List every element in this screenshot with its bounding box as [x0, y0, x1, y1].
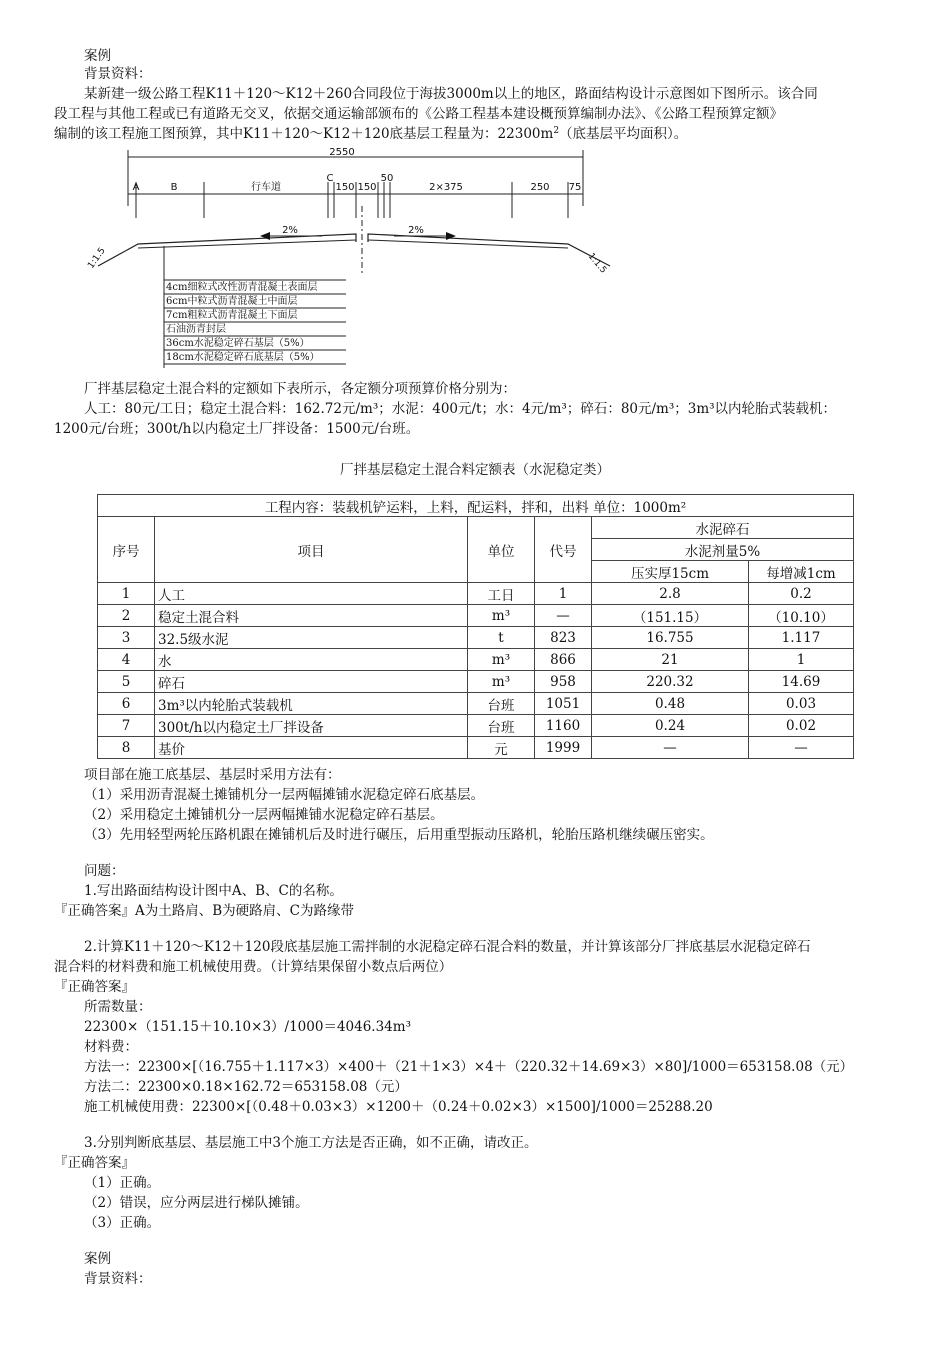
cell-seq: 7	[98, 715, 155, 737]
case-2-background-label: 背景资料：	[84, 1271, 152, 1287]
cell-col-b: 0.02	[749, 715, 854, 737]
cell-item: 3m³以内轮胎式装载机	[155, 693, 468, 715]
cell-col-a: 16.755	[592, 627, 749, 649]
answer-3-3: （3）正确。	[84, 1215, 161, 1231]
cell-col-a: （151.15）	[592, 605, 749, 627]
layer-1: 4cm细粒式改性沥青混凝土表面层	[166, 282, 318, 293]
cell-col-b: —	[749, 737, 854, 759]
quota-table	[97, 494, 854, 759]
answer-1: 『正确答案』A为土路肩、B为硬路肩、C为路缘带	[54, 903, 354, 919]
cell-unit: 台班	[468, 693, 535, 715]
layer-3: 7cm粗粒式沥青混凝土下面层	[166, 310, 298, 321]
cell-code: 823	[535, 627, 592, 649]
cell-unit: 工日	[468, 583, 535, 605]
dim-75: 75	[568, 182, 582, 193]
dim-150-a: 150	[335, 182, 355, 193]
table-row	[98, 649, 854, 671]
cell-col-b: 0.2	[749, 583, 854, 605]
cell-unit: m³	[468, 671, 535, 693]
cell-col-a: 220.32	[592, 671, 749, 693]
table-row	[98, 693, 854, 715]
dim-c: C	[326, 173, 334, 184]
cell-code: 1999	[535, 737, 592, 759]
dim-250: 250	[530, 182, 550, 193]
cell-unit: 元	[468, 737, 535, 759]
header-col-b: 每增减1cm	[749, 561, 854, 583]
cell-item: 碎石	[155, 671, 468, 693]
price-line-2: 人工：80元/工日；稳定土混合料：162.72元/m³；水泥：400元/t；水：4元/m³；碎石：80元/m³；3m³以内轮胎式装载机：	[84, 401, 837, 417]
table-row	[98, 583, 854, 605]
cell-unit: 台班	[468, 715, 535, 737]
table-row	[98, 737, 854, 759]
dim-2x375: 2×375	[429, 182, 463, 193]
cell-seq: 5	[98, 671, 155, 693]
case-label: 案例	[84, 48, 111, 64]
methods-title: 项目部在施工底基层、基层时采用方法有：	[84, 767, 341, 783]
total-width-label: 2550	[329, 147, 355, 158]
case-2-label: 案例	[84, 1251, 111, 1267]
intro-line-2: 段工程与其他工程或已有道路无交叉，依据交通运输部颁布的《公路工程基本建设概预算编制办法》、《公路工程预算定额》	[54, 106, 783, 122]
cell-col-b: 0.03	[749, 693, 854, 715]
answer-3-2: （2）错误，应分两层进行梯队摊铺。	[84, 1195, 309, 1211]
cell-seq: 1	[98, 583, 155, 605]
price-intro: 厂拌基层稳定土混合料的定额如下表所示，各定额分项预算价格分别为：	[84, 381, 516, 397]
cell-item: 32.5级水泥	[155, 627, 468, 649]
question-3: 3.分别判断底基层、基层施工中3个施工方法是否正确，如不正确，请改正。	[84, 1135, 538, 1151]
side-slope-left: 1:1.5	[86, 246, 108, 271]
slope-left-label: 2%	[282, 225, 298, 236]
cell-col-b: （10.10）	[749, 605, 854, 627]
cell-unit: m³	[468, 605, 535, 627]
question-1: 1.写出路面结构设计图中A、B、C的名称。	[84, 883, 343, 899]
cell-item: 水	[155, 649, 468, 671]
answer-2-mat-label: 材料费：	[84, 1039, 138, 1055]
side-slope-right: 1:1.5	[585, 251, 609, 276]
method-1: （1）采用沥青混凝土摊铺机分一层两幅摊铺水泥稳定碎石底基层。	[84, 787, 485, 803]
question-2-line-2: 混合料的材料费和施工机械使用费。（计算结果保留小数点后两位）	[54, 959, 453, 975]
header-subgroup: 水泥剂量5%	[592, 539, 854, 561]
cell-code: 958	[535, 671, 592, 693]
cell-seq: 4	[98, 649, 155, 671]
cell-item: 稳定土混合料	[155, 605, 468, 627]
header-item: 项目	[155, 517, 468, 583]
intro-line-3: 编制的该工程施工图预算，其中K11＋120～K12＋120底基层工程量为：$22300m^2$（底基层平均面积）。	[54, 126, 688, 142]
cell-code: —	[535, 605, 592, 627]
intro-line-1: 某新建一级公路工程K11＋120～K12＋260合同段位于海拔3000m以上的地区，路面结构设计示意图如下图所示。该合同	[84, 86, 818, 102]
table-row	[98, 715, 854, 737]
questions-title: 问题：	[84, 863, 125, 879]
answer-2-label: 『正确答案』	[54, 979, 135, 995]
cell-col-b: 14.69	[749, 671, 854, 693]
pavement-structure-diagram	[84, 146, 624, 374]
layer-4: 石油沥青封层	[166, 324, 226, 335]
cell-col-b: 1	[749, 649, 854, 671]
background-label: 背景资料：	[84, 66, 152, 82]
cell-unit: m³	[468, 649, 535, 671]
cell-seq: 6	[98, 693, 155, 715]
cell-seq: 2	[98, 605, 155, 627]
answer-2-method-2: 方法二：22300×0.18×162.72＝653158.08（元）	[84, 1079, 408, 1095]
table-row	[98, 605, 854, 627]
cell-unit: t	[468, 627, 535, 649]
method-2: （2）采用稳定土摊铺机分一层两幅摊铺水泥稳定碎石基层。	[84, 807, 444, 823]
cell-code: 866	[535, 649, 592, 671]
answer-2-qty: 22300×（151.15＋10.10×3）/1000＝4046.34m³	[84, 1019, 411, 1035]
answer-3-1: （1）正确。	[84, 1175, 161, 1191]
slope-right-label: 2%	[408, 225, 424, 236]
cell-code: 1	[535, 583, 592, 605]
header-seq: 序号	[98, 517, 155, 583]
question-2-line-1: 2.计算K11＋120～K12＋120段底基层施工需拌制的水泥稳定碎石混合料的数量，并计算该部分厂拌底基层水泥稳定碎石	[84, 939, 811, 955]
header-col-a: 压实厚15cm	[592, 561, 749, 583]
table-work-content-row	[98, 495, 854, 517]
answer-3-label: 『正确答案』	[54, 1155, 135, 1171]
dim-lane: 行车道	[251, 182, 281, 193]
dim-a: A	[132, 182, 140, 193]
cell-seq: 8	[98, 737, 155, 759]
cell-item: 人工	[155, 583, 468, 605]
table-row	[98, 627, 854, 649]
cell-item: 300t/h以内稳定土厂拌设备	[155, 715, 468, 737]
dim-b: B	[170, 182, 178, 193]
table-row	[98, 671, 854, 693]
header-code: 代号	[535, 517, 592, 583]
table-caption: 厂拌基层稳定土混合料定额表（水泥稳定类）	[340, 462, 610, 478]
cell-seq: 3	[98, 627, 155, 649]
cell-col-a: 2.8	[592, 583, 749, 605]
layer-2: 6cm中粒式沥青混凝土中面层	[166, 296, 298, 307]
cell-item: 基价	[155, 737, 468, 759]
cell-col-b: 1.117	[749, 627, 854, 649]
cell-code: 1051	[535, 693, 592, 715]
table-header-row	[98, 517, 854, 539]
method-3: （3）先用轻型两轮压路机跟在摊铺机后及时进行碾压，后用重型振动压路机，轮胎压路机继续碾压密实。	[84, 827, 714, 843]
cell-code: 1160	[535, 715, 592, 737]
layer-6: 18cm水泥稳定碎石底基层（5%）	[166, 352, 320, 363]
answer-2-qty-label: 所需数量：	[84, 999, 152, 1015]
cell-col-a: 0.24	[592, 715, 749, 737]
answer-2-method-1: 方法一：22300×[（16.755＋1.117×3）×400＋（21＋1×3）×4＋（220.32＋14.69×3）×80]/1000＝653158.08（元）	[84, 1059, 854, 1075]
layer-5: 36cm水泥稳定碎石基层（5%）	[166, 338, 310, 349]
cell-col-a: 0.48	[592, 693, 749, 715]
work-content: 工程内容：装载机铲运料，上料，配运料，拌和，出料 单位：1000m²	[98, 495, 854, 517]
header-group: 水泥碎石	[592, 517, 854, 539]
answer-2-machine: 施工机械使用费：22300×[（0.48＋0.03×3）×1200＋（0.24＋0.02×3）×1500]/1000＝25288.20	[84, 1099, 713, 1115]
dim-50: 50	[380, 173, 394, 184]
header-unit: 单位	[468, 517, 535, 583]
cell-col-a: 21	[592, 649, 749, 671]
cell-col-a: —	[592, 737, 749, 759]
price-line-3: 1200元/台班；300t/h以内稳定土厂拌设备：1500元/台班。	[54, 421, 420, 437]
dim-150-b: 150	[357, 182, 377, 193]
